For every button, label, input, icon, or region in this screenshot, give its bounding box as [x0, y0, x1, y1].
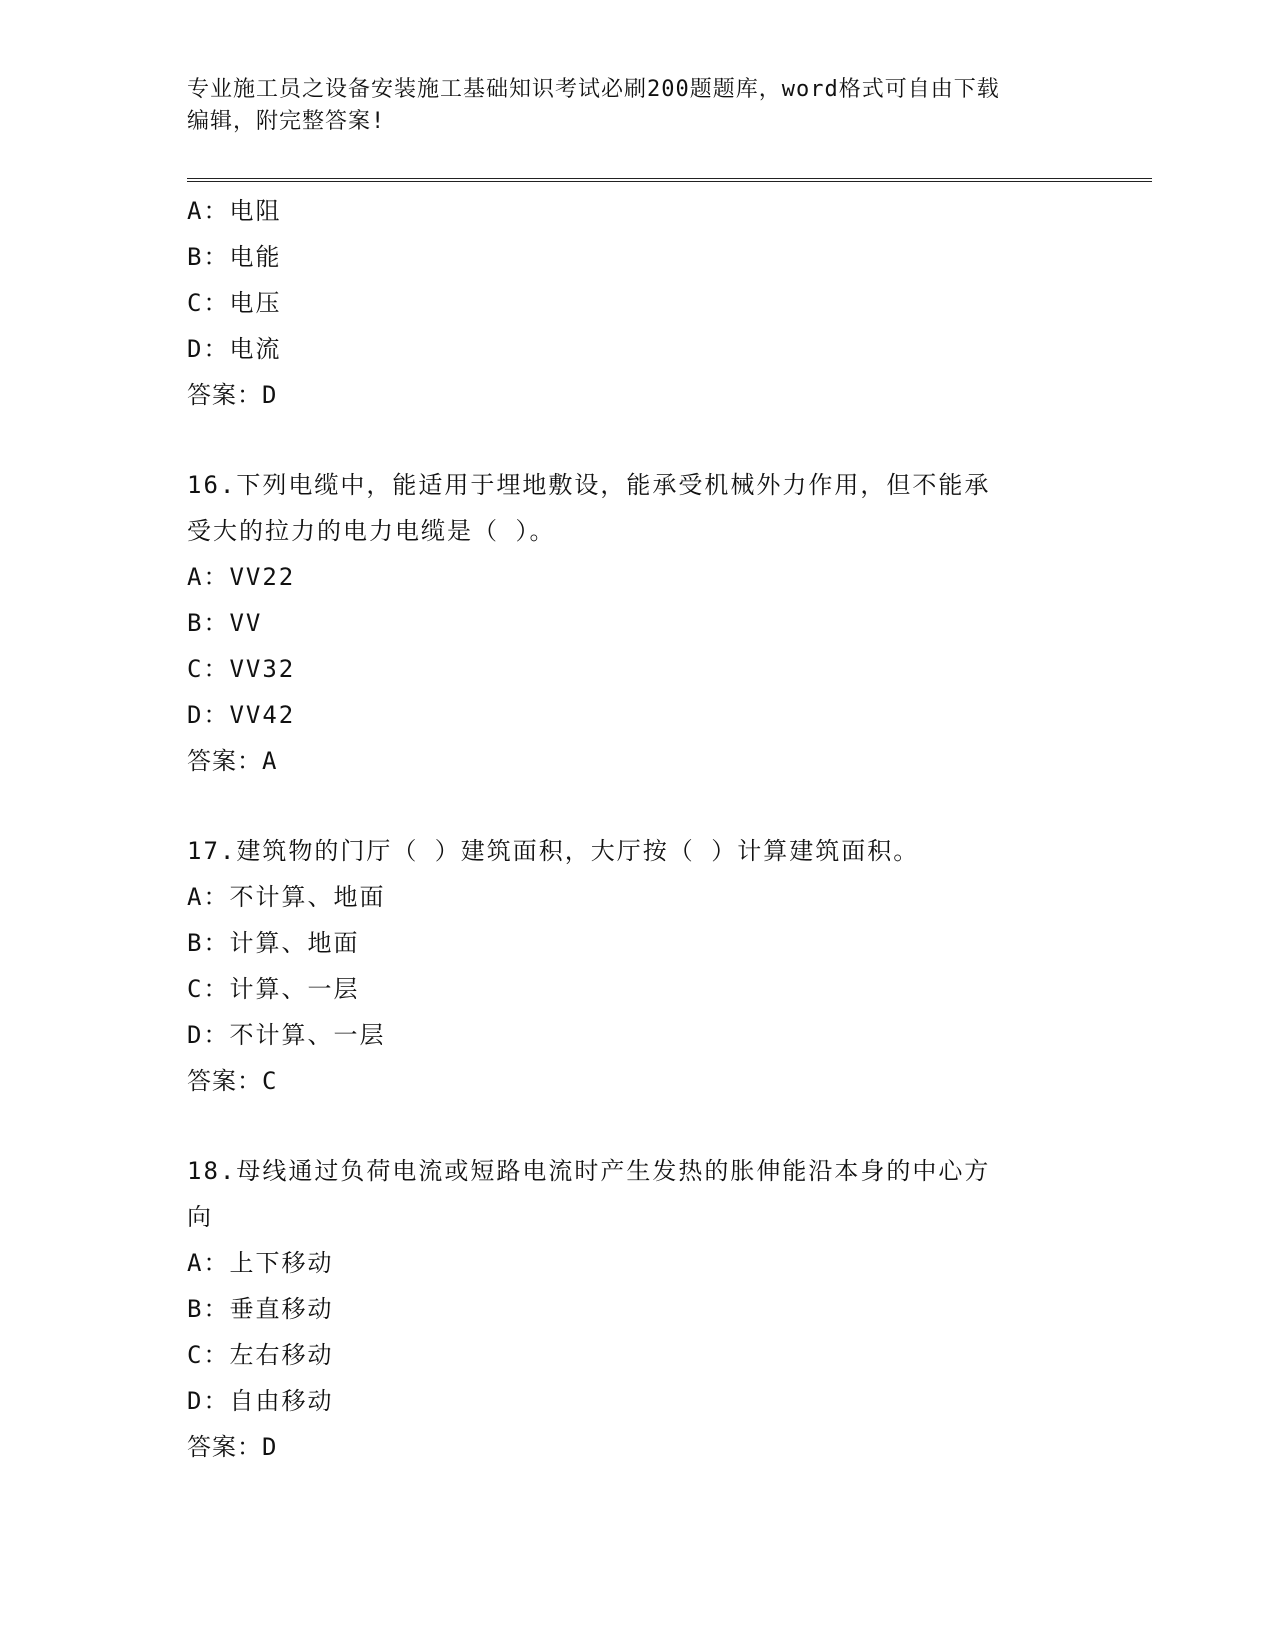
answer-line: 答案：C: [187, 1067, 278, 1095]
option-c: C：计算、一层: [187, 975, 360, 1003]
question-block-18: [187, 1148, 1087, 1470]
option-c: C：VV32: [187, 655, 296, 683]
question-block-17: [187, 828, 1087, 1104]
option-b: B：电能: [187, 243, 282, 271]
question-text-line-2: 受大的拉力的电力电缆是（ ）。: [187, 517, 556, 545]
answer-line: 答案：D: [187, 381, 278, 409]
question-block-16: [187, 462, 1087, 784]
option-c: C：左右移动: [187, 1341, 334, 1369]
option-b: B：垂直移动: [187, 1295, 334, 1323]
header-title-line-2: 编辑，附完整答案!: [187, 109, 386, 134]
option-b: B：计算、地面: [187, 929, 360, 957]
question-text-line-1: 18.母线通过负荷电流或短路电流时产生发热的胀伸能沿本身的中心方: [187, 1157, 991, 1185]
option-d: D：电流: [187, 335, 282, 363]
answer-line: 答案：D: [187, 1433, 278, 1461]
option-a: A：电阻: [187, 197, 282, 225]
header-double-rule: [187, 178, 1152, 182]
header-title-line-1: 专业施工员之设备安装施工基础知识考试必刷200题题库，word格式可自由下载: [187, 77, 1000, 102]
option-d: D：不计算、一层: [187, 1021, 386, 1049]
document-header: [187, 74, 1087, 138]
question-text-line-1: 17.建筑物的门厅（ ）建筑面积，大厅按（ ）计算建筑面积。: [187, 837, 920, 865]
question-text-line-1: 16.下列电缆中，能适用于埋地敷设，能承受机械外力作用，但不能承: [187, 471, 991, 499]
answer-line: 答案：A: [187, 747, 278, 775]
option-c: C：电压: [187, 289, 282, 317]
question-block-15: [187, 188, 1087, 418]
option-b: B：VV: [187, 609, 263, 637]
option-a: A：上下移动: [187, 1249, 334, 1277]
option-d: D：VV42: [187, 701, 296, 729]
option-a: A：不计算、地面: [187, 883, 386, 911]
question-text-line-2: 向: [187, 1203, 213, 1231]
document-body: [187, 188, 1087, 1470]
option-d: D：自由移动: [187, 1387, 334, 1415]
option-a: A：VV22: [187, 563, 296, 591]
